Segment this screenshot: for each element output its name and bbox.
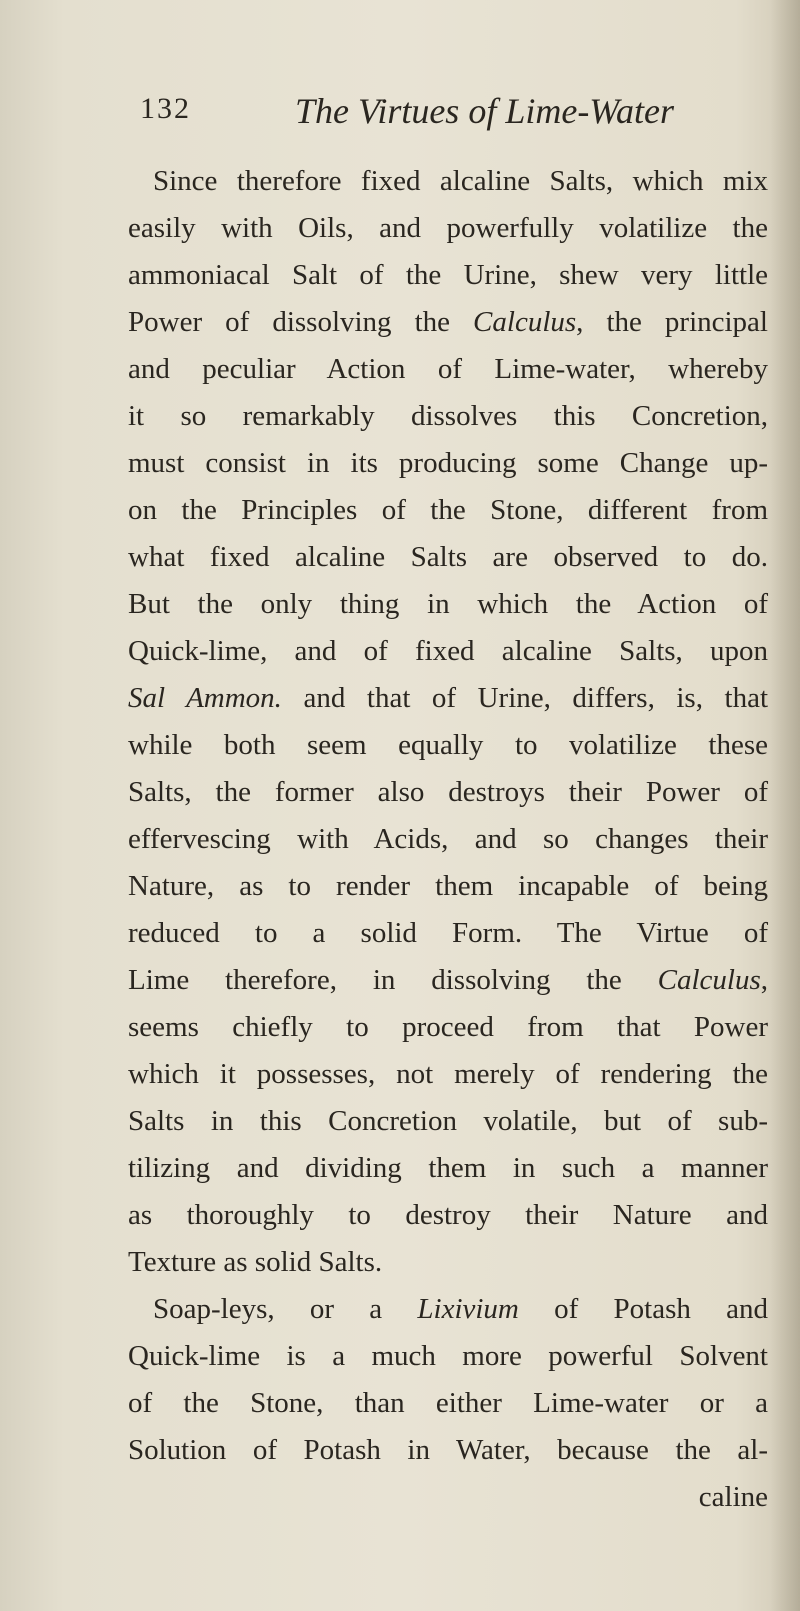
text-line <box>128 1239 768 1286</box>
text-line-content: Quick-lime is a much more powerful Solvent <box>128 1340 768 1372</box>
text-line-content: Solution of Potash in Water, because the al- <box>128 1434 768 1466</box>
italic-term: Calculus <box>657 964 761 996</box>
text-line <box>128 863 768 910</box>
text-line <box>128 1192 768 1239</box>
text-line-content: Quick-lime, and of fixed alcaline Salts, upon <box>128 635 768 667</box>
text-line-content: on the Principles of the Stone, different from <box>128 494 768 526</box>
text-segment: of Potash and <box>518 1293 768 1325</box>
text-segment: , <box>760 964 768 996</box>
text-line <box>128 205 768 252</box>
text-line-content: and peculiar Action of Lime-water, whereby <box>128 353 768 385</box>
text-line-content: But the only thing in which the Action of <box>128 588 768 620</box>
text-line <box>128 1051 768 1098</box>
text-line <box>128 1098 768 1145</box>
text-line <box>128 158 768 205</box>
text-line <box>128 628 768 675</box>
text-line-content: Salts, the former also destroys their Power of <box>128 776 768 808</box>
text-line <box>128 252 768 299</box>
text-line <box>128 1333 768 1380</box>
page-number: 132 <box>140 92 191 125</box>
text-line <box>128 487 768 534</box>
text-line <box>128 1380 768 1427</box>
text-line <box>128 675 768 722</box>
italic-term: Sal Ammon. <box>128 682 282 714</box>
text-line-content: easily with Oils, and powerfully volatilize the <box>128 212 768 244</box>
text-line <box>128 910 768 957</box>
text-line-content: of the Stone, than either Lime-water or a <box>128 1387 768 1419</box>
text-line-content: which it possesses, not merely of rendering the <box>128 1058 768 1090</box>
text-line-content: Since therefore fixed alcaline Salts, which mix <box>153 165 768 197</box>
italic-term: Calculus <box>473 306 577 338</box>
text-line <box>128 1286 768 1333</box>
text-line <box>128 346 768 393</box>
text-line <box>128 1145 768 1192</box>
text-line <box>128 299 768 346</box>
text-segment: , the principal <box>576 306 768 338</box>
text-line-content: Salts in this Concretion volatile, but of sub- <box>128 1105 768 1137</box>
italic-term: Lixivium <box>417 1293 519 1325</box>
text-line-content: it so remarkably dissolves this Concretion, <box>128 400 768 432</box>
text-segment: Power of dissolving the <box>128 306 474 338</box>
text-line <box>128 440 768 487</box>
text-line-content: what fixed alcaline Salts are observed to do. <box>128 541 768 573</box>
text-line <box>128 769 768 816</box>
text-line-content: Texture as solid Salts. <box>128 1246 383 1278</box>
page-edge-shadow <box>770 0 800 1611</box>
text-line-content: tilizing and dividing them in such a manner <box>128 1152 768 1184</box>
text-segment: Soap-leys, or a <box>153 1293 418 1325</box>
text-line <box>128 534 768 581</box>
text-line-content: Nature, as to render them incapable of being <box>128 870 768 902</box>
text-line <box>128 957 768 1004</box>
text-line <box>128 816 768 863</box>
text-line-content: caline <box>698 1481 768 1513</box>
text-line-content: effervescing with Acids, and so changes their <box>128 823 768 855</box>
text-line <box>128 1004 768 1051</box>
text-line <box>128 393 768 440</box>
text-line-content: as thoroughly to destroy their Nature and <box>128 1199 768 1231</box>
page-header <box>140 92 740 142</box>
text-line-content: reduced to a solid Form. The Virtue of <box>128 917 768 949</box>
body-text <box>128 158 768 1521</box>
text-line <box>128 581 768 628</box>
text-line-content: while both seem equally to volatilize these <box>128 729 768 761</box>
text-line-content: must consist in its producing some Change up- <box>128 447 768 479</box>
text-line-content: seems chiefly to proceed from that Power <box>128 1011 768 1043</box>
text-segment: Lime therefore, in dissolving the <box>128 964 658 996</box>
text-line-content: ammoniacal Salt of the Urine, shew very little <box>128 259 768 291</box>
text-line <box>128 722 768 769</box>
running-head: The Virtues of Lime-Water <box>295 91 674 131</box>
text-line <box>128 1427 768 1474</box>
text-line <box>128 1474 768 1521</box>
text-segment: and that of Urine, differs, is, that <box>281 682 768 714</box>
